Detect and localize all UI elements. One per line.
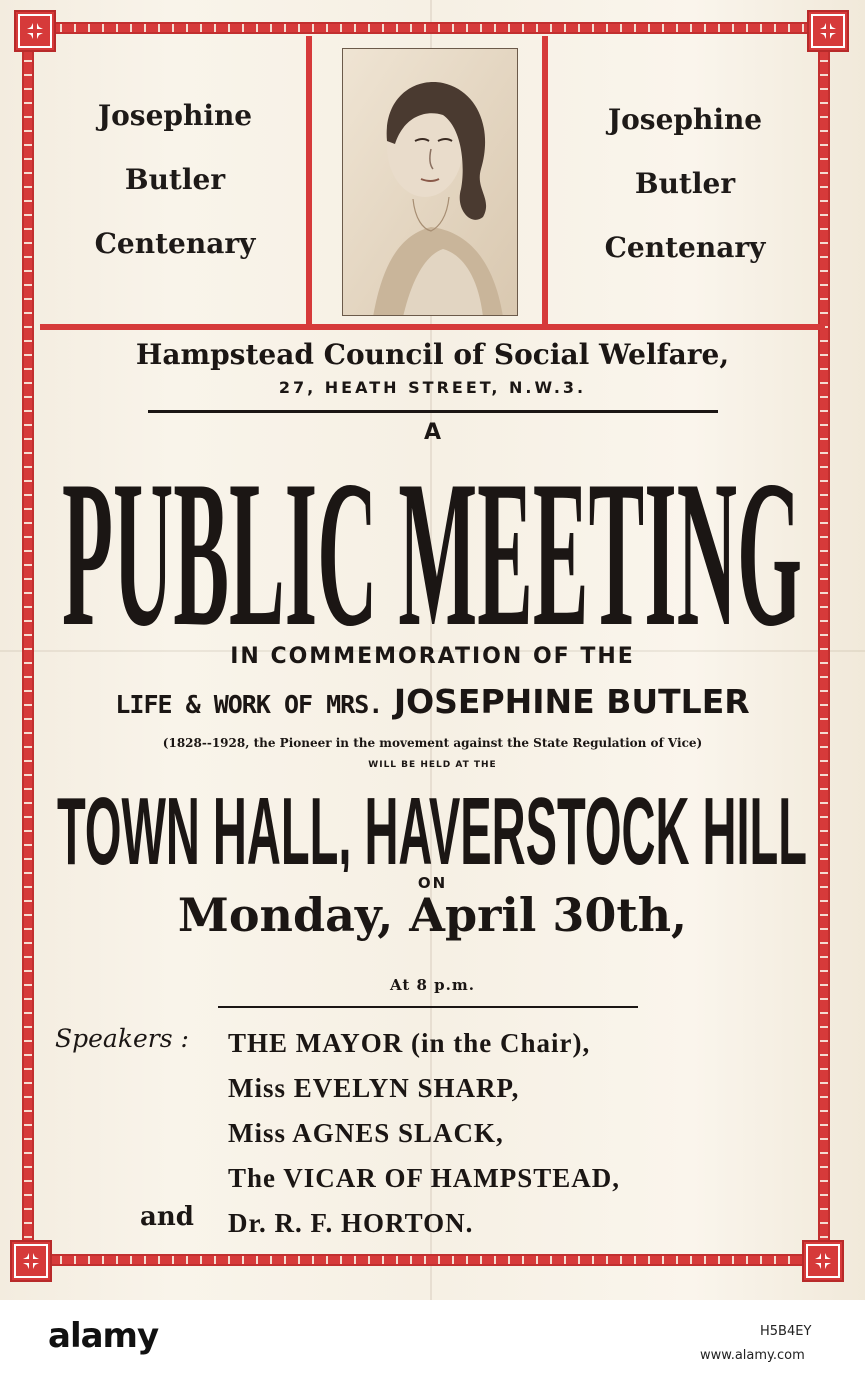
corner-cross-icon: [807, 10, 849, 52]
life-work-prefix: LIFE & WORK OF MRS.: [115, 690, 383, 719]
divider-rule: [148, 410, 718, 413]
alamy-logo: alamy: [48, 1316, 159, 1356]
speakers-list: [228, 1021, 620, 1246]
commemoration-line: IN COMMEMORATION OF THE: [230, 644, 635, 669]
speakers-label: Speakers :: [55, 1024, 189, 1053]
headline-article: A: [423, 420, 442, 445]
speaker-item: Dr. R. F. HORTON.: [228, 1208, 474, 1238]
title-line: Centenary: [604, 231, 766, 264]
venue-line: [40, 772, 825, 872]
speaker-item: The VICAR OF HAMPSTEAD,: [228, 1163, 621, 1193]
title-line: Josephine: [97, 99, 253, 132]
honoree-name: JOSEPHINE BUTLER: [393, 682, 750, 721]
speakers-conjunction: and: [140, 1202, 194, 1232]
speaker-item: THE MAYOR (in the Chair),: [228, 1028, 591, 1058]
council-address: 27, HEATH STREET, N.W.3.: [278, 378, 587, 397]
held-at-line: WILL BE HELD AT THE: [368, 760, 497, 770]
meeting-time: At 8 p.m.: [390, 976, 475, 994]
header-divider: [40, 324, 825, 330]
column-divider: [306, 36, 312, 326]
watermark-footer: [0, 1300, 865, 1390]
border-left: [22, 40, 34, 1254]
headline-public-meeting: [40, 446, 825, 636]
dates-note: (1828--1928, the Pioneer in the movement against the State Regulation of Vice): [162, 736, 703, 750]
centenary-title-right: [565, 88, 805, 280]
venue-text: TOWN HALL, HAVERSTOCK HILL: [57, 778, 807, 872]
corner-cross-icon: [14, 10, 56, 52]
meeting-date: Monday, April 30th,: [177, 888, 688, 942]
border-bottom: [40, 1254, 825, 1266]
divider-rule: [218, 1006, 638, 1008]
title-line: Josephine: [607, 103, 763, 136]
life-work-line: [40, 682, 825, 721]
speaker-item: Miss AGNES SLACK,: [228, 1118, 504, 1148]
on-line: ON: [417, 874, 448, 892]
portrait-engraving: [342, 48, 518, 316]
border-top: [40, 22, 825, 34]
speaker-item: Miss EVELYN SHARP,: [228, 1073, 520, 1103]
image-id: H5B4EY: [760, 1324, 812, 1339]
headline-title-text: PUBLIC MEETING: [62, 446, 802, 636]
centenary-title-left: [55, 84, 295, 276]
column-divider: [542, 36, 548, 326]
corner-cross-icon: [10, 1240, 52, 1282]
title-line: Butler: [634, 167, 736, 200]
council-name: Hampstead Council of Social Welfare,: [135, 338, 730, 371]
title-line: Butler: [124, 163, 226, 196]
title-line: Centenary: [94, 227, 256, 260]
image-url: www.alamy.com: [700, 1348, 805, 1363]
corner-cross-icon: [802, 1240, 844, 1282]
